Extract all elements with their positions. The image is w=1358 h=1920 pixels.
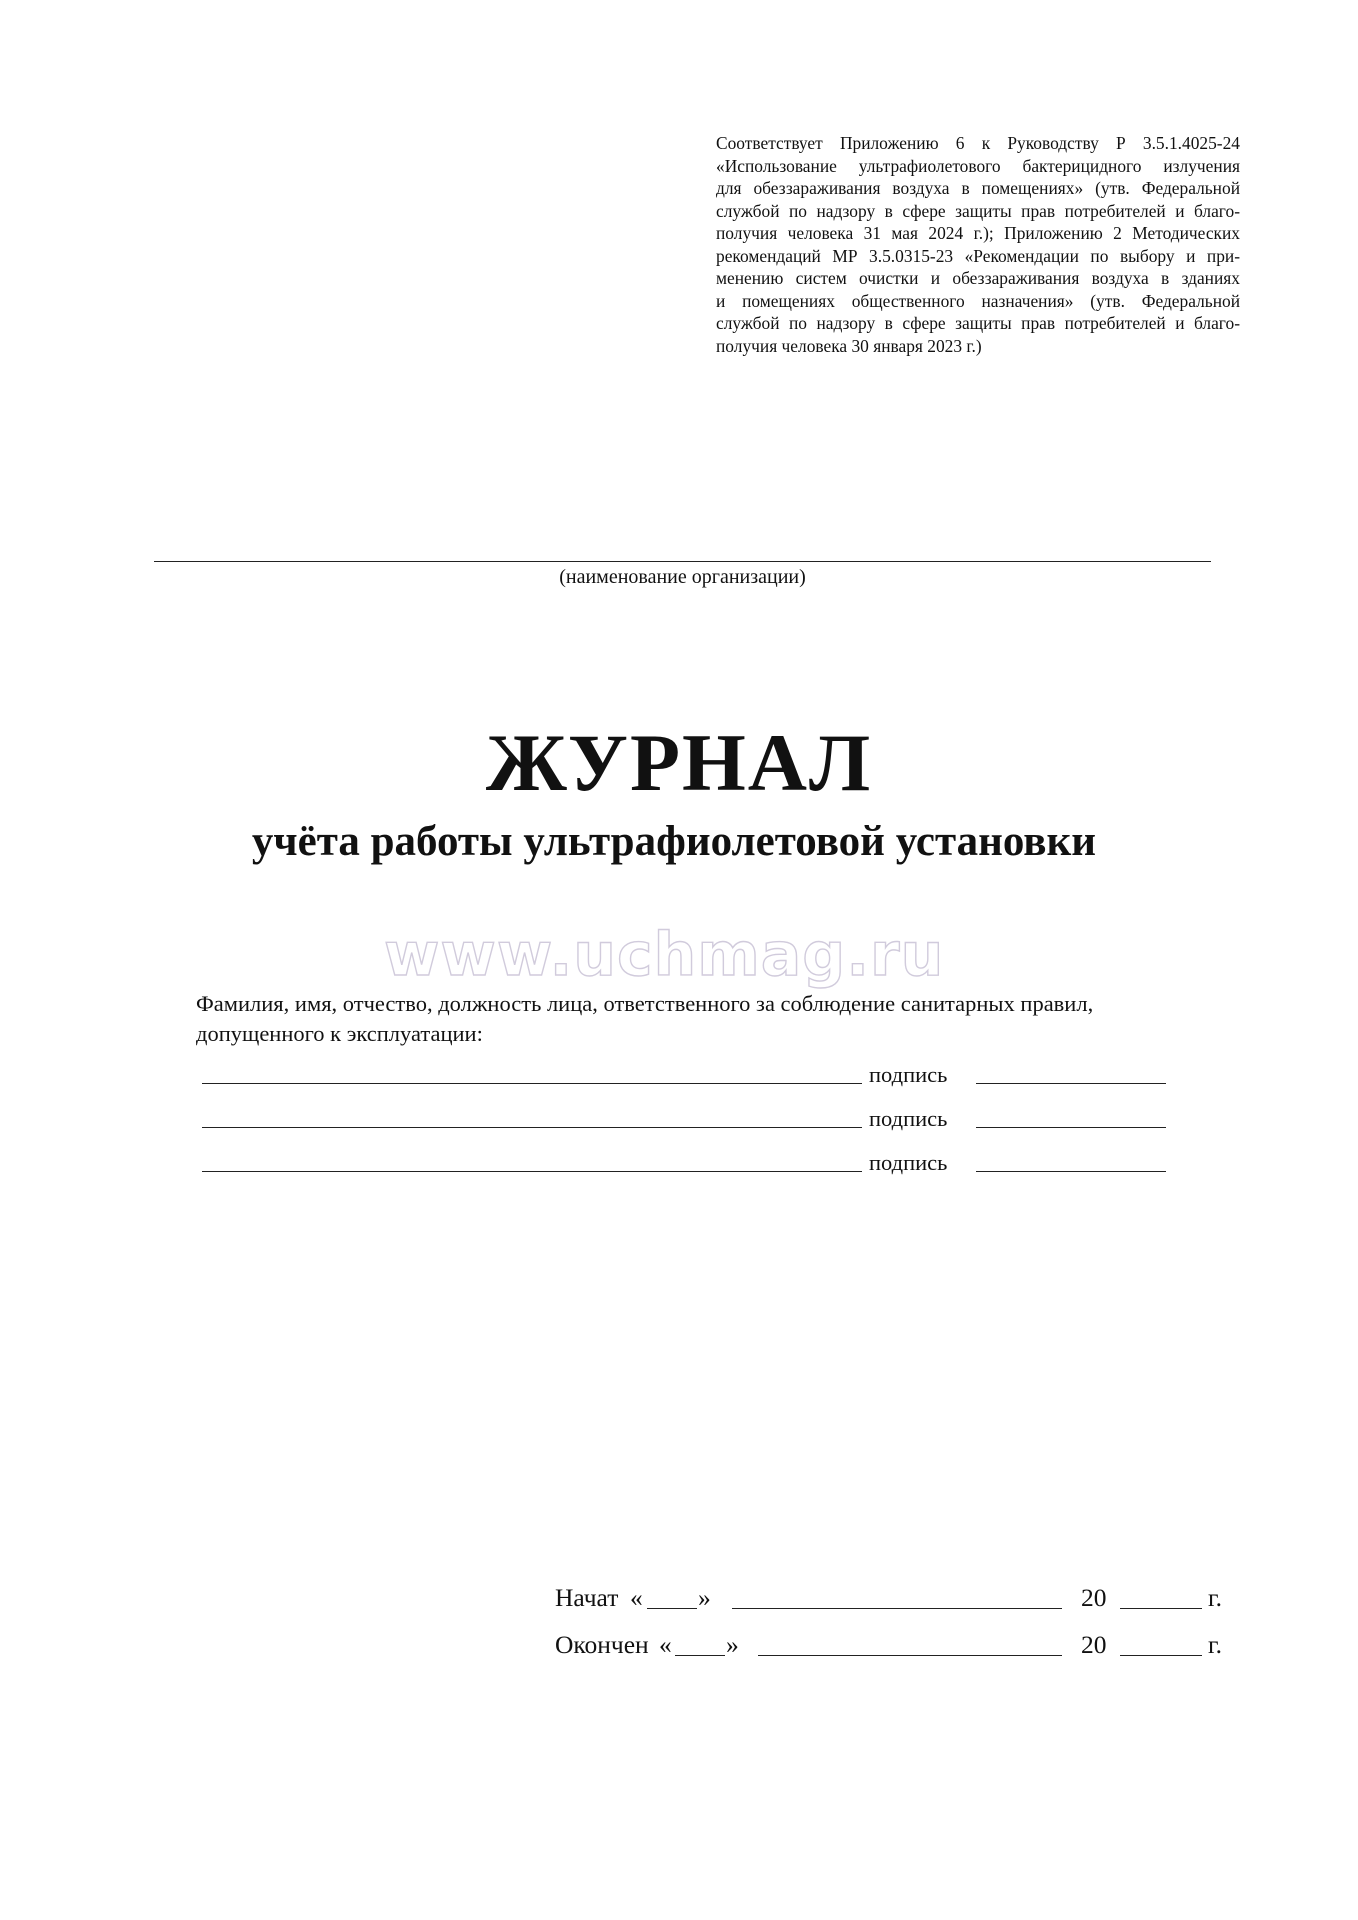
regulation-note-line: получия человека 30 января 2023 г.) — [716, 335, 982, 356]
signature-label: подпись — [869, 1150, 948, 1175]
regulation-note-line: службой по надзору в сфере защиты прав потребителей и благо- — [716, 313, 1240, 333]
responsible-persons-label: Фамилия, имя, отчество, должность лица, ответственного за соблюдение санитарных правил, допущенного к эксплуатации: — [196, 991, 1094, 1046]
start-month-line[interactable] — [732, 1608, 1062, 1609]
start-year-prefix: 20 — [1081, 1583, 1107, 1612]
end-day-line[interactable] — [675, 1655, 725, 1656]
start-year-suffix: г. — [1208, 1583, 1222, 1612]
responsible-row — [202, 1148, 1166, 1178]
start-day-line[interactable] — [647, 1608, 697, 1609]
watermark: www.uchmag.ru — [384, 920, 945, 990]
regulation-note-line: службой по надзору в сфере защиты прав потребителей и благо- — [716, 200, 1240, 221]
regulation-note-line: получия человека 31 мая 2024 г.); Приложению 2 Методических — [716, 223, 1240, 243]
document-title: ЖУРНАЛ — [485, 717, 873, 808]
regulation-note-line: «Использование ультрафиолетового бактерицидного излучения — [716, 155, 1240, 176]
regulation-note-line: Соответствует Приложению 6 к Руководству Р 3.5.1.4025-24 — [716, 133, 1240, 153]
start-date-quote-open: « — [630, 1583, 643, 1612]
responsible-name-line[interactable] — [202, 1127, 862, 1128]
end-year-suffix: г. — [1208, 1630, 1222, 1659]
signature-line[interactable] — [976, 1171, 1166, 1172]
end-date-quote-open: « — [659, 1630, 672, 1659]
end-date-quote-close: » — [726, 1630, 739, 1659]
start-date-quote-close: » — [698, 1583, 711, 1612]
signature-label: подпись — [869, 1062, 948, 1087]
document-subtitle: учёта работы ультрафиолетовой установки — [251, 818, 1097, 865]
end-year-line[interactable] — [1120, 1655, 1202, 1656]
regulation-note-line: и помещениях общественного назначения» (утв. Федеральной — [716, 290, 1240, 311]
start-date-label: Начат — [555, 1583, 619, 1612]
end-year-prefix: 20 — [1081, 1630, 1107, 1659]
signature-label: подпись — [869, 1106, 948, 1131]
responsible-name-line[interactable] — [202, 1083, 862, 1084]
regulation-note-line: рекомендаций МР 3.5.0315-23 «Рекомендации по выбору и при- — [716, 245, 1240, 266]
end-month-line[interactable] — [758, 1655, 1062, 1656]
start-date-row — [555, 1581, 1230, 1615]
regulation-note-line: менению систем очистки и обеззараживания воздуха в зданиях — [716, 268, 1240, 288]
responsible-row — [202, 1060, 1166, 1090]
responsible-name-line[interactable] — [202, 1171, 862, 1172]
regulation-note — [716, 132, 1240, 357]
regulation-note-line: для обеззараживания воздуха в помещениях» (утв. Федеральной — [716, 178, 1240, 198]
responsible-row — [202, 1104, 1166, 1134]
start-year-line[interactable] — [1120, 1608, 1202, 1609]
signature-line[interactable] — [976, 1127, 1166, 1128]
signature-line[interactable] — [976, 1083, 1166, 1084]
end-date-row — [555, 1628, 1230, 1662]
organization-name-line[interactable] — [154, 561, 1211, 562]
organization-caption: (наименование организации) — [559, 566, 806, 588]
end-date-label: Окончен — [555, 1630, 649, 1659]
